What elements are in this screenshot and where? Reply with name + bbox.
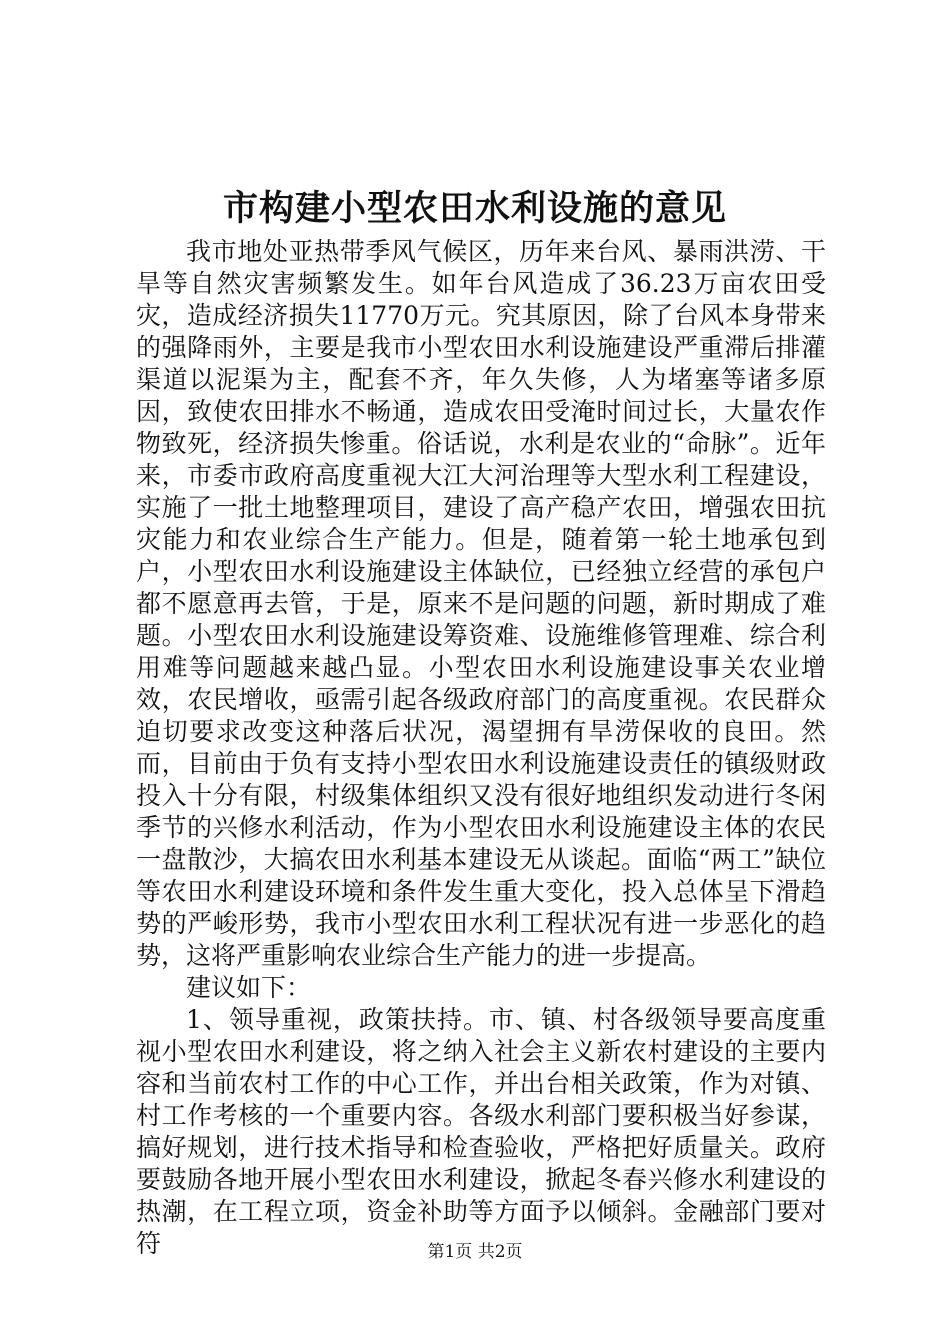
page-number-footer: 第1页 共2页 [427, 1242, 523, 1262]
paragraph-suggestion-1: 1、领导重视，政策扶持。市、镇、村各级领导要高度重视小型农田水利建设，将之纳入社会主义新农村建设的主要内容和当前农村工作的中心工作，并出台相关政策，作为对镇、村工作考核的一个重要内容。各级水利部门要积极当好参谋，搞好规划，进行技术指导和检查验收，严格把好质量关。政府要鼓励各地开展小型农田水利建设，掀起冬春兴修水利建设的热潮，在工程立项，资金补助等方面予以倾斜。金融部门要对符 [136, 1005, 826, 1258]
paragraph-suggestions-heading: 建议如下： [186, 973, 312, 1002]
paragraph-intro: 我市地处亚热带季风气候区，历年来台风、暴雨洪涝、干旱等自然灾害频繁发生。如年台风造成了36.23万亩农田受灾，造成经济损失11770万元。究其原因，除了台风本身带来的强降雨外，主要是我市小型农田水利设施建设严重滞后排灌渠道以泥渠为主，配套不齐，年久失修，人为堵塞等诸多原因，致使农田排水不畅通，造成农田受淹时间过长，大量农作物致死，经济损失惨重。俗话说，水利是农业的“命脉”。近年来，市委市政府高度重视大江大河治理等大型水利工程建设，实施了一批土地整理项目，建设了高产稳产农田，增强农田抗灾能力和农业综合生产能力。但是，随着第一轮土地承包到户，小型农田水利设施建设主体缺位，已经独立经营的承包户都不愿意再去管，于是，原来不是问题的问题，新时期成了难题。小型农田水利设施建设筹资难、设施维修管理难、综合利用难等问题越来越凸显。小型农田水利设施建设事关农业增效，农民增收，亟需引起各级政府部门的高度重视。农民群众迫切要求改变这种落后状况，渴望拥有旱涝保收的良田。然而，目前由于负有支持小型农田水利设施建设责任的镇级财政投入十分有限，村级集体组织又没有很好地组织发动进行冬闲季节的兴修水利活动，作为小型农田水利设施建设主体的农民一盘散沙，大搞农田水利基本建设无从谈起。面临“两工”缺位等农田水利建设环境和条件发生重大变化，投入总体呈下滑趋势的严峻形势，我市小型农田水利工程状况有进一步恶化的趋势，这将严重影响农业综合生产能力的进一步提高。 [136, 237, 826, 970]
document-title: 市构建小型农田水利设施的意见 [222, 188, 727, 229]
